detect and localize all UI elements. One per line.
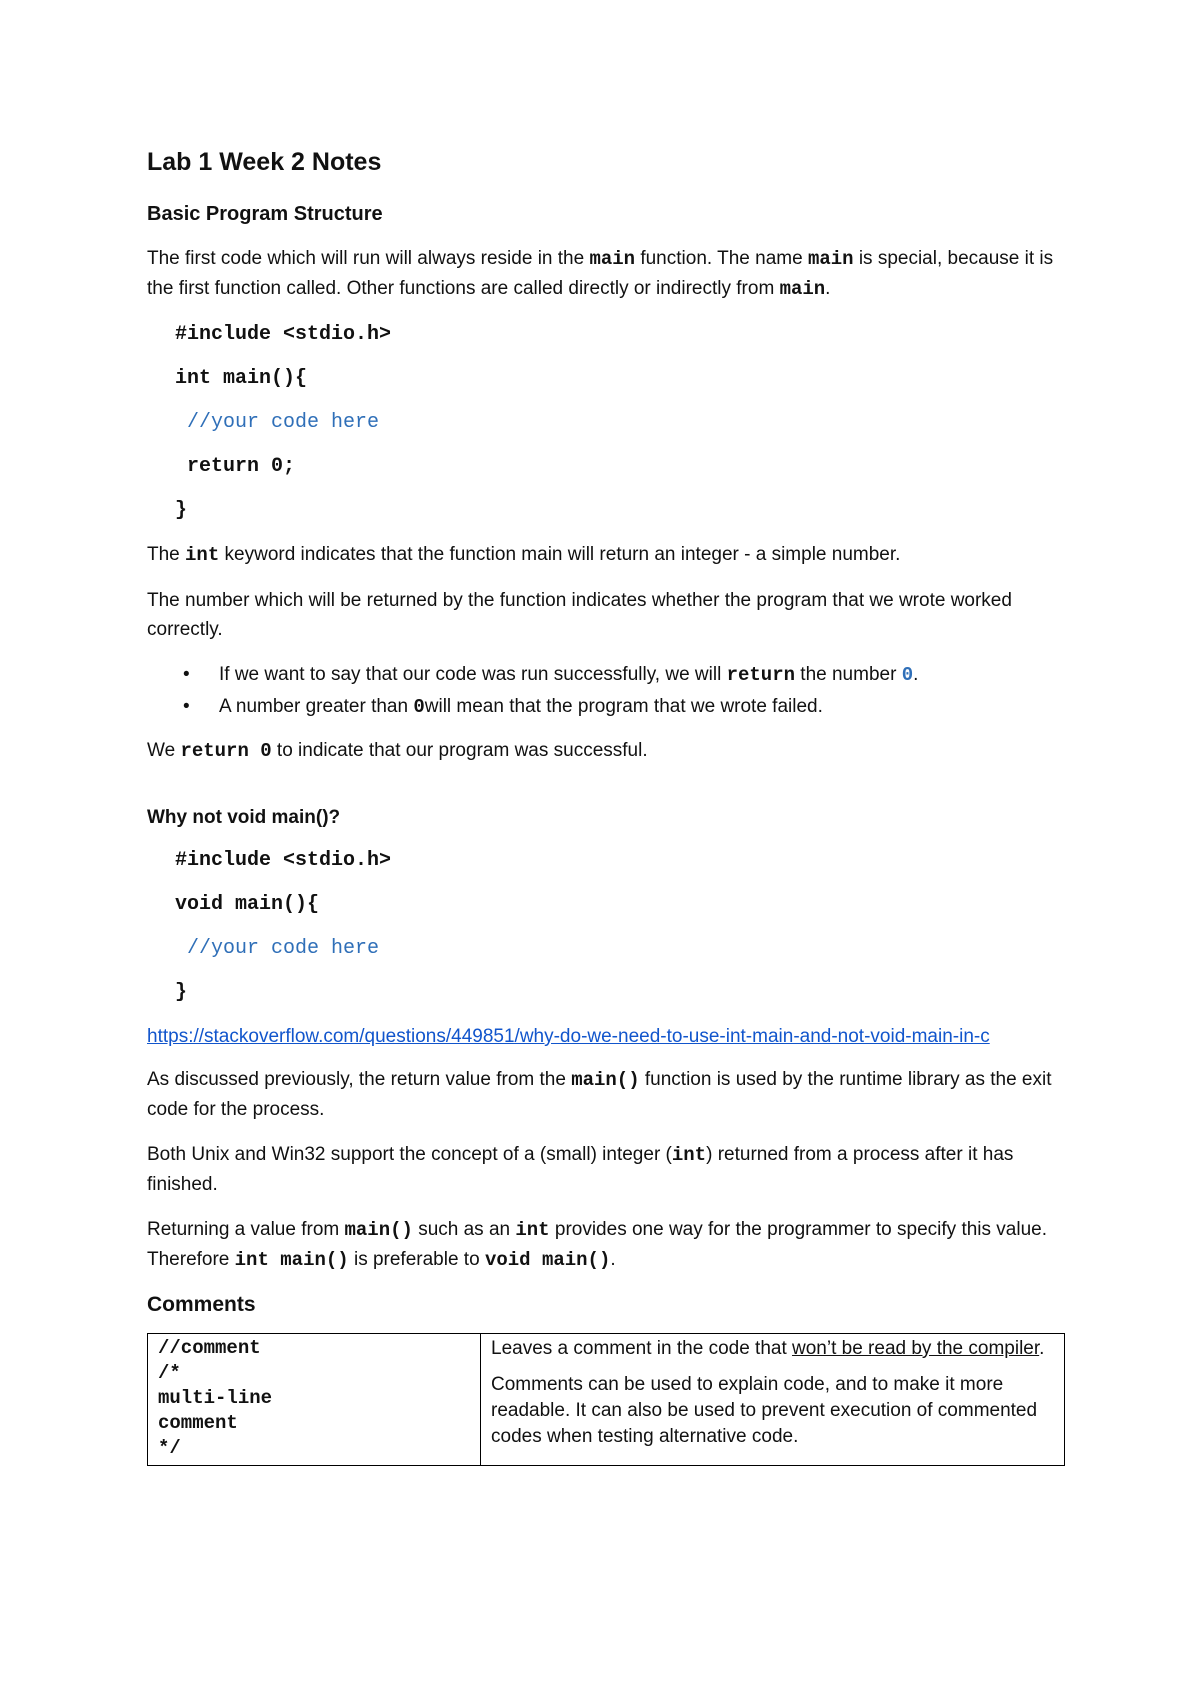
text: If we want to say that our code was run successfully, we will <box>219 664 727 685</box>
link-paragraph <box>147 1022 1065 1051</box>
int-keyword-paragraph <box>147 540 1065 570</box>
section-heading-comments: Comments <box>147 1293 256 1316</box>
intro-text-1: The first code which will run will always reside in the <box>147 248 590 269</box>
inline-code-main: main <box>779 278 826 300</box>
inline-code-int: int <box>515 1219 550 1241</box>
underlined-text: won’t be read by the compiler <box>792 1338 1040 1359</box>
runtime-paragraph <box>147 1065 1065 1124</box>
bullet-icon: • <box>183 696 190 717</box>
inline-code-zero: 0 <box>413 696 425 718</box>
inline-code-return: return <box>726 664 796 686</box>
list-item <box>183 660 1065 690</box>
bullet-list <box>147 660 1065 722</box>
text: will mean that the program that we wrote failed. <box>424 696 823 717</box>
code-line: } <box>175 981 188 1004</box>
text: The <box>147 544 186 565</box>
text: Both Unix and Win32 support the concept of a (small) integer ( <box>147 1144 672 1165</box>
intro-text-2: function. The name <box>635 248 808 269</box>
comments-table <box>147 1333 1065 1466</box>
stackoverflow-link[interactable]: https://stackoverflow.com/questions/449851/why-do-we-need-to-use-int-main-and-not-void-main-in-c <box>147 1026 990 1047</box>
inline-code-main: main() <box>571 1069 640 1091</box>
text: . <box>610 1249 616 1270</box>
code-line: #include <stdio.h> <box>175 323 392 346</box>
code-line: return 0; <box>175 455 296 478</box>
inline-code-void-main: void main() <box>484 1249 611 1271</box>
text: Leaves a comment in the code that <box>491 1338 793 1359</box>
unix-win32-paragraph <box>147 1140 1065 1199</box>
code-block-void-main <box>175 846 1065 1008</box>
text: Returning a value from <box>147 1219 345 1240</box>
code-comment-line: //your code here <box>175 937 380 960</box>
code-line: void main(){ <box>175 893 320 916</box>
return-zero-paragraph <box>147 736 1065 766</box>
intro-text-3: is special, because it is the first function called. Other functions are called directly or indirectly from <box>147 248 1054 299</box>
intro-text-4: . <box>825 278 831 299</box>
text: function is used by the runtime library as the exit code for the process. <box>147 1069 1052 1120</box>
inline-code-main: main <box>807 248 854 270</box>
inline-code-main: main <box>589 248 636 270</box>
comment-syntax-code: //comment /* multi-line comment */ <box>158 1337 273 1459</box>
text: . <box>1039 1338 1045 1359</box>
inline-code-main: main() <box>344 1219 413 1241</box>
section-heading-void-main: Why not void main()? <box>147 807 341 828</box>
inline-code-int-main: int main() <box>234 1249 349 1271</box>
code-line: } <box>175 499 188 522</box>
comment-description-1 <box>491 1336 1054 1362</box>
code-comment-line: //your code here <box>175 411 380 434</box>
text: As discussed previously, the return value from the <box>147 1069 572 1090</box>
text: keyword indicates that the function main will return an integer - a simple number. <box>219 544 901 565</box>
document-page <box>147 146 1065 1466</box>
text: is preferable to <box>348 1249 485 1270</box>
code-line: #include <stdio.h> <box>175 849 392 872</box>
bullet-icon: • <box>183 664 190 685</box>
text: We <box>147 740 181 761</box>
table-cell-description <box>481 1334 1065 1466</box>
text: A number greater than <box>219 696 414 717</box>
text: the number <box>795 664 902 685</box>
return-value-paragraph: The number which will be returned by the function indicates whether the program that we wrote worked correctly. <box>147 590 1012 640</box>
table-cell-code <box>148 1334 481 1466</box>
code-block-int-main <box>175 320 1065 526</box>
intro-paragraph <box>147 244 1065 304</box>
text: ) returned from a process after it has finished. <box>147 1144 1014 1195</box>
comment-description-2: Comments can be used to explain code, and to make it more readable. It can also be used to prevent execution of commented codes when testing alternative code. <box>491 1374 1038 1447</box>
text: such as an <box>412 1219 516 1240</box>
section-heading-basic-structure: Basic Program Structure <box>147 203 383 225</box>
inline-code-int: int <box>185 544 220 566</box>
text: . <box>913 664 919 685</box>
code-line: int main(){ <box>175 367 308 390</box>
text: to indicate that our program was successful. <box>271 740 648 761</box>
table-row <box>148 1334 1065 1466</box>
inline-code-return-zero: return 0 <box>180 740 272 762</box>
list-item <box>183 692 1065 722</box>
inline-code-zero: 0 <box>901 664 914 686</box>
text: provides one way for the programmer to specify this value. Therefore <box>147 1219 1047 1270</box>
document-title: Lab 1 Week 2 Notes <box>147 148 382 176</box>
inline-code-int: int <box>671 1144 707 1166</box>
returning-value-paragraph <box>147 1215 1065 1275</box>
